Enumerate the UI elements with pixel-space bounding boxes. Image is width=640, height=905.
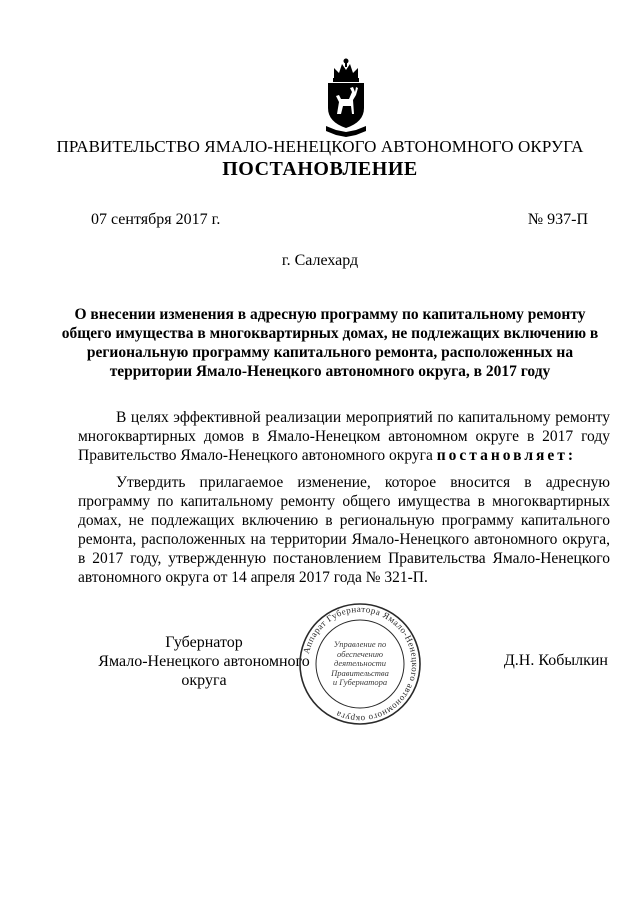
signer-title: Губернатор	[165, 634, 243, 651]
subject-line: О внесении изменения в адресную программу по капитальному ремонту	[74, 306, 586, 323]
document-date: 07 сентября 2017 г.	[91, 211, 221, 228]
document-subject	[60, 305, 600, 381]
government-name: ПРАВИТЕЛЬСТВО ЯМАЛО-НЕНЕЦКОГО АВТОНОМНОГО ОКРУГА	[56, 137, 584, 156]
stamp-line: и Губернатора	[332, 677, 388, 687]
operative-paragraph	[78, 473, 610, 587]
stamp-outer-text: Аппарат Губернатора Ямало-Ненецкого автономного округа	[301, 603, 421, 725]
document-type: ПОСТАНОВЛЕНИЕ	[222, 158, 418, 180]
stamp-inner-text	[328, 640, 392, 688]
signer-position	[78, 633, 330, 690]
signer-name: Д.Н. Кобылкин	[503, 652, 608, 669]
decree-word: постановляет:	[436, 447, 577, 464]
stamp-line: Правительства	[331, 667, 389, 678]
coat-of-arms-icon	[322, 56, 370, 138]
operative-text: Утвердить прилагаемое изменение, которое вносится в адресную программу по капитальному ремонту общего имущества в многоквартирных домах, не подлежащих включению в региональную программу капитального ремонта, расположенных на территории Ямало-Ненецкого автономного округа, в 2017 году, утвержденную постановлением Правительства Ямало-Ненецкого автономного округа от 14 апреля 2017 года № 321-П.	[78, 474, 610, 586]
stamp-line: Управление по	[333, 639, 387, 649]
subject-line: региональную программу капитального ремонта, расположенных на	[86, 344, 574, 361]
subject-line: общего имущества в многоквартирных домах, не подлежащих включению в	[61, 325, 599, 342]
preamble-paragraph	[78, 408, 610, 465]
document-number: № 937-П	[527, 211, 588, 228]
document-city: г. Салехард	[281, 252, 359, 269]
stamp-line: деятельности	[333, 658, 387, 668]
stamp-line: обеспечению	[336, 648, 384, 659]
signer-region: Ямало-Ненецкого автономного округа	[98, 653, 310, 689]
subject-line: территории Ямало-Ненецкого автономного округа, в 2017 году	[109, 363, 551, 380]
preamble-text: В целях эффективной реализации мероприятий по капитальному ремонту многоквартирных домов в Ямало-Ненецком автономном округе в 2017 году Правительство Ямало-Ненецкого автономного округа	[78, 409, 610, 464]
